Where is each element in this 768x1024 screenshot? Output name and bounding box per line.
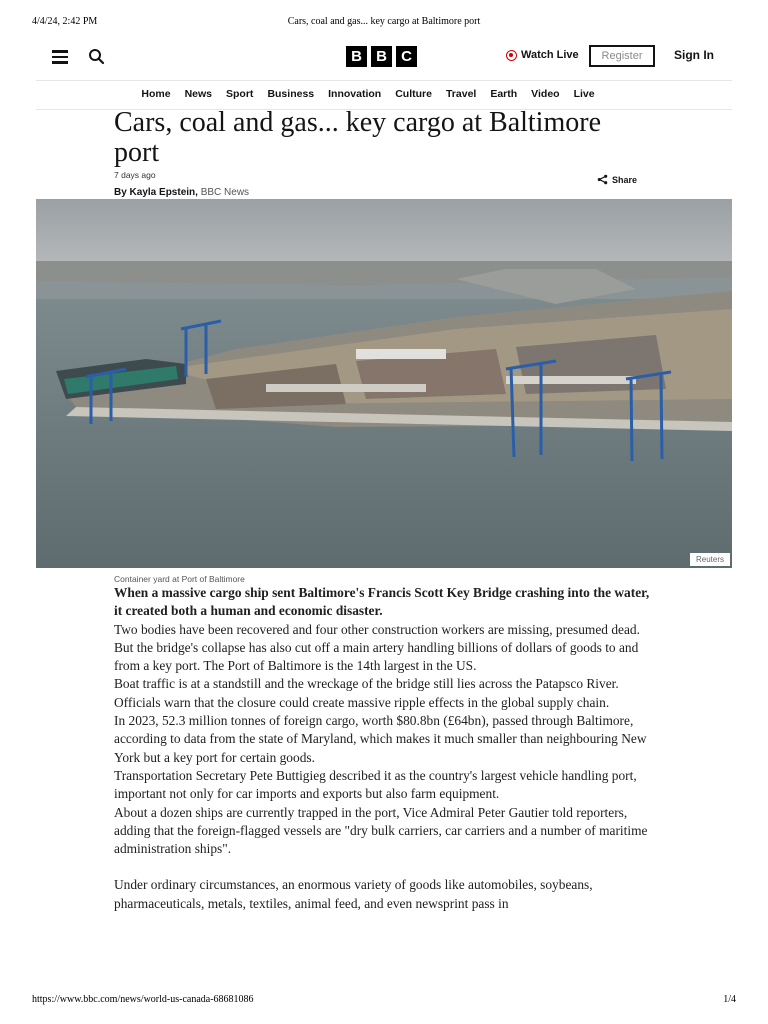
print-title: Cars, coal and gas... key cargo at Baltimore port <box>287 16 481 27</box>
nav-item-earth[interactable]: Earth <box>490 88 518 100</box>
logo-letter: B <box>371 46 392 67</box>
image-credit: Reuters <box>690 553 730 566</box>
byline-author: By Kayla Epstein, <box>114 187 198 198</box>
print-header <box>32 16 736 30</box>
publish-time: 7 days ago <box>114 170 156 180</box>
port-aerial-photo <box>36 199 732 568</box>
nav-item-sport[interactable]: Sport <box>226 88 254 100</box>
article-lead: When a massive cargo ship sent Baltimore's Francis Scott Key Bridge crashing into the water, it created both a human and economic disaster. <box>114 585 650 619</box>
share-label: Share <box>612 174 638 185</box>
logo-letter: C <box>396 46 417 67</box>
bbc-logo[interactable] <box>346 46 417 67</box>
nav-item-video[interactable]: Video <box>531 88 560 100</box>
byline-org[interactable]: BBC News <box>200 187 250 198</box>
main-nav <box>36 80 732 110</box>
nav-item-business[interactable]: Business <box>267 88 315 100</box>
watch-live-link[interactable] <box>506 49 579 61</box>
live-icon <box>506 50 517 61</box>
article-paragraph: Boat traffic is at a standstill and the wreckage of the bridge still lies across the Patapsco River. Officials warn that the closure could create massive ripple effects in the global supply chain. <box>114 676 619 710</box>
nav-item-news[interactable]: News <box>184 88 213 100</box>
menu-icon[interactable] <box>52 50 68 64</box>
print-date: 4/4/24, 2:42 PM <box>32 16 98 27</box>
nav-item-culture[interactable]: Culture <box>395 88 432 100</box>
nav-item-innovation[interactable]: Innovation <box>328 88 382 100</box>
byline <box>114 187 249 198</box>
top-bar <box>36 40 732 81</box>
article-paragraph: In 2023, 52.3 million tonnes of foreign cargo, worth $80.8bn (£64bn), passed through Baltimore, according to data from the state of Maryland, which makes it much smaller than neighbouring New York but a key port for certain goods. <box>114 713 647 765</box>
print-footer <box>32 994 736 1008</box>
nav-item-travel[interactable]: Travel <box>445 88 477 100</box>
article-paragraph: Under ordinary circumstances, an enormous variety of goods like automobiles, soybeans, pharmaceuticals, metals, textiles, animal feed, and even newsprint pass in <box>114 877 593 911</box>
article-paragraph: Transportation Secretary Pete Buttigieg described it as the country's largest vehicle handling port, important not only for car imports and exports but also farm equipment. <box>114 767 637 802</box>
watch-live-label: Watch Live <box>521 49 579 61</box>
article-headline: Cars, coal and gas... key cargo at Baltimore port <box>114 107 601 168</box>
print-page-number: 1/4 <box>723 994 736 1005</box>
article-paragraph: But the bridge's collapse has also cut off a main artery handling billions of dollars of goods to and from a key port. The Port of Baltimore is the 14th largest in the US. <box>114 639 639 674</box>
nav-item-live[interactable]: Live <box>573 88 595 100</box>
hero-image <box>36 199 732 568</box>
share-icon <box>597 174 608 185</box>
sign-in-button[interactable]: Sign In <box>674 48 714 62</box>
register-button[interactable]: Register <box>589 45 655 67</box>
search-icon[interactable] <box>88 48 106 66</box>
print-url: https://www.bbc.com/news/world-us-canada-68681086 <box>32 994 254 1005</box>
nav-item-home[interactable]: Home <box>141 88 171 100</box>
logo-letter: B <box>346 46 367 67</box>
article-body <box>114 584 654 913</box>
image-caption: Container yard at Port of Baltimore <box>114 574 245 584</box>
article-paragraph: About a dozen ships are currently trapped in the port, Vice Admiral Peter Gautier told reporters, adding that the foreign-flagged vessels are "dry bulk carriers, car carriers and a number of maritime administration ships". <box>114 804 648 857</box>
article-paragraph: Two bodies have been recovered and four other construction workers are missing, presumed dead. <box>114 621 640 637</box>
share-button[interactable] <box>597 174 637 185</box>
